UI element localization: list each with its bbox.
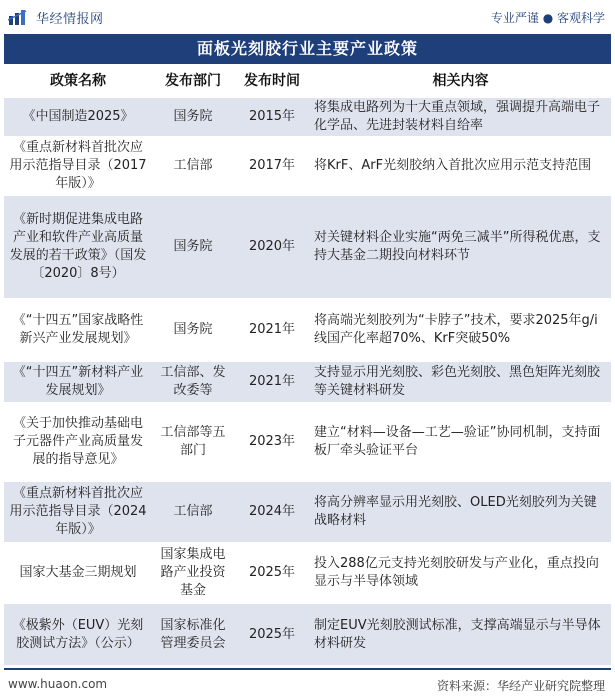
logo <box>8 8 104 27</box>
policy-dept: 国家集成电路产业投资基金 <box>152 543 234 603</box>
column-header-name: 政策名称 <box>4 64 152 97</box>
table-row <box>4 543 611 603</box>
policy-dept: 国务院 <box>152 97 234 137</box>
policy-dept: 工信部等五部门 <box>152 403 234 481</box>
footer-url: www.huaon.com <box>8 677 108 691</box>
footer <box>0 668 615 700</box>
policy-year: 2025年 <box>234 603 310 665</box>
policy-name: 《关于加快推动基础电子元器件产业高质量发展的指导意见》 <box>4 403 152 481</box>
policy-year: 2015年 <box>234 97 310 137</box>
policy-dept: 工信部 <box>152 481 234 543</box>
column-header-year: 发布时间 <box>234 64 310 97</box>
policy-year: 2021年 <box>234 361 310 403</box>
policy-content: 将高分辨率显示用光刻胶、OLED光刻胶列为关键战略材料 <box>310 481 611 543</box>
policy-name: 《重点新材料首批次应用示范指导目录（2017年版）》 <box>4 137 152 195</box>
policy-name: 《重点新材料首批次应用示范指导目录（2024年版）》 <box>4 481 152 543</box>
column-header-content: 相关内容 <box>310 64 611 97</box>
policy-content: 投入288亿元支持光刻胶研发与产业化，重点投向显示与半导体领域 <box>310 543 611 603</box>
table-row <box>4 137 611 195</box>
policy-table <box>4 64 611 665</box>
policy-content: 将KrF、ArF光刻胶纳入首批次应用示范支持范围 <box>310 137 611 195</box>
policy-name: 《“十四五”新材料产业发展规划》 <box>4 361 152 403</box>
table-row <box>4 361 611 403</box>
policy-dept: 国务院 <box>152 195 234 299</box>
logo-text: 华经情报网 <box>36 12 104 27</box>
policy-dept: 国务院 <box>152 299 234 361</box>
slogan: 专业严谨 ● 客观科学 <box>490 11 605 25</box>
policy-content: 将集成电路列为十大重点领域，强调提升高端电子化学品、先进封装材料自给率 <box>310 97 611 137</box>
table-row <box>4 299 611 361</box>
policy-name: 《新时期促进集成电路产业和软件产业高质量发展的若干政策》（国发〔2020〕8号） <box>4 195 152 299</box>
policy-content: 制定EUV光刻胶测试标准，支撑高端显示与半导体材料研发 <box>310 603 611 665</box>
policy-dept: 工信部 <box>152 137 234 195</box>
policy-content: 对关键材料企业实施“两免三减半”所得税优惠，支持大基金二期投向材料环节 <box>310 195 611 299</box>
footer-source: 资料来源：华经产业研究院整理 <box>436 679 605 693</box>
policy-name: 《中国制造2025》 <box>4 97 152 137</box>
table-header-row <box>4 64 611 97</box>
policy-year: 2020年 <box>234 195 310 299</box>
logo-icon <box>8 10 30 26</box>
policy-content: 建立“材料—设备—工艺—验证”协同机制，支持面板厂牵头验证平台 <box>310 403 611 481</box>
table-row <box>4 603 611 665</box>
policy-year: 2021年 <box>234 299 310 361</box>
policy-name: 国家大基金三期规划 <box>4 543 152 603</box>
column-header-dept: 发布部门 <box>152 64 234 97</box>
policy-content: 支持显示用光刻胶、彩色光刻胶、黑色矩阵光刻胶等关键材料研发 <box>310 361 611 403</box>
table-row <box>4 403 611 481</box>
policy-year: 2023年 <box>234 403 310 481</box>
policy-year: 2017年 <box>234 137 310 195</box>
policy-dept: 国家标准化管理委员会 <box>152 603 234 665</box>
policy-name: 《极紫外（EUV）光刻胶测试方法》（公示） <box>4 603 152 665</box>
policy-dept: 工信部、发改委等 <box>152 361 234 403</box>
policy-year: 2025年 <box>234 543 310 603</box>
table-row <box>4 195 611 299</box>
table-row <box>4 481 611 543</box>
page-title: 面板光刻胶行业主要产业政策 <box>4 34 611 64</box>
policy-year: 2024年 <box>234 481 310 543</box>
policy-content: 将高端光刻胶列为“卡脖子”技术，要求2025年g/i线国产化率超70%、KrF突破50% <box>310 299 611 361</box>
top-bar <box>0 0 615 33</box>
footer-divider <box>4 668 611 670</box>
policy-name: 《“十四五”国家战略性新兴产业发展规划》 <box>4 299 152 361</box>
table-row <box>4 97 611 137</box>
